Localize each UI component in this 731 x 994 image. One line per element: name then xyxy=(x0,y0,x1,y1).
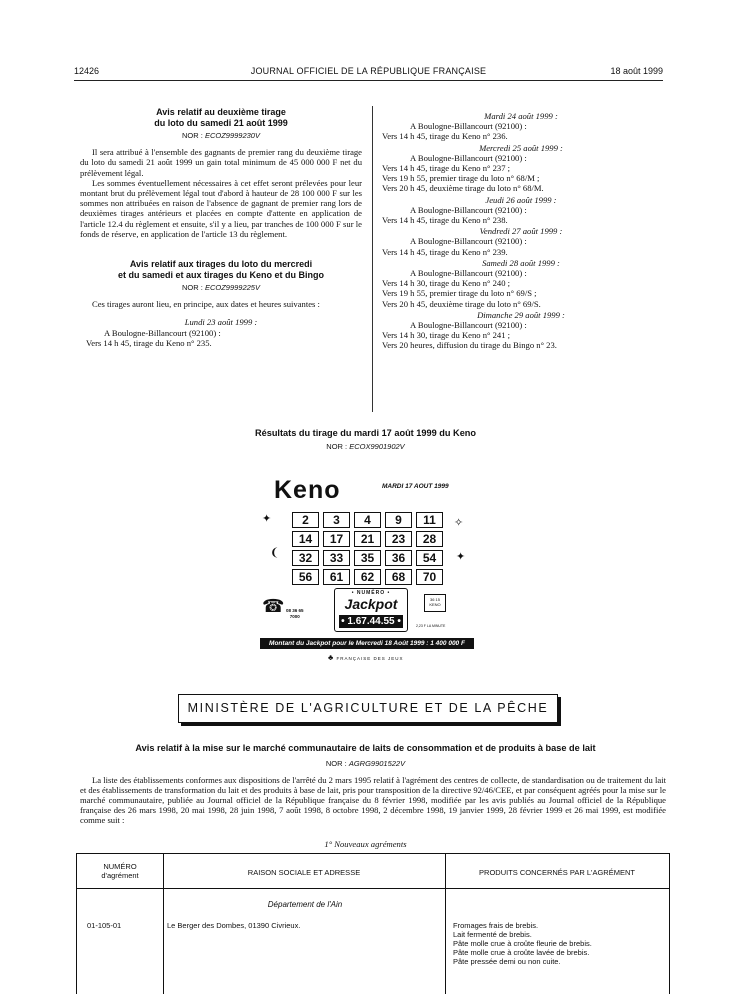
sparkle-icon: ✦ xyxy=(456,551,466,563)
journal-title: JOURNAL OFFICIEL DE LA RÉPUBLIQUE FRANÇAISE xyxy=(250,66,487,76)
col-header-name: RAISON SOCIALE ET ADRESSE xyxy=(247,868,361,877)
keno-number: 54 xyxy=(416,550,443,566)
schedule-line: Vers 14 h 45, tirage du Keno n° 236. xyxy=(382,131,508,142)
avis1-paragraph: Il sera attribué à l'ensemble des gagnants de premier rang du deuxième tirage du loto du samedi 21 août 1999 un gain total minimum de 45 000 000 F net du prélèvement légal. xyxy=(80,147,362,178)
keno-number: 28 xyxy=(416,531,443,547)
schedule-line: Vers 20 h 45, deuxième tirage du loto n° 68/M. xyxy=(382,183,544,194)
row-number: 01-105-01 xyxy=(87,921,122,930)
clover-icon: ♣ xyxy=(328,653,335,662)
telephone-icon: ☎ xyxy=(262,596,285,616)
col-header-number: NUMÉRO d'agrément xyxy=(101,862,139,880)
schedule-day: Samedi 28 août 1999 : xyxy=(482,257,560,268)
schedule-line: Vers 14 h 45, tirage du Keno n° 239. xyxy=(382,246,508,257)
schedule-day: Jeudi 26 août 1999 : xyxy=(485,194,557,205)
schedule-line: Vers 14 h 45, tirage du Keno n° 235. xyxy=(86,337,212,348)
ministry-box: MINISTÈRE DE L'AGRICULTURE ET DE LA PÊCHE xyxy=(178,694,558,723)
column-divider xyxy=(372,106,373,412)
schedule-line: Vers 14 h 45, tirage du Keno n° 238. xyxy=(382,215,508,226)
schedule-line: Vers 19 h 55, premier tirage du loto n° 68/M ; xyxy=(382,173,540,184)
fdj-brand: ♣ FRANÇAISE DES JEUX xyxy=(328,653,404,662)
jackpot-band: Montant du Jackpot pour le Mercredi 18 Août 1999 : 1 400 000 F xyxy=(260,638,474,649)
keno-number: 32 xyxy=(292,550,319,566)
schedule-day: Lundi 23 août 1999 : xyxy=(184,317,258,328)
jackpot-box xyxy=(334,588,408,632)
keno-number: 21 xyxy=(354,531,381,547)
schedule-line: Vers 14 h 30, tirage du Keno n° 241 ; xyxy=(382,330,511,341)
minitel-icon: 36 15 KENO xyxy=(424,594,446,612)
results-title: Résultats du tirage du mardi 17 août 1999 du Keno xyxy=(254,428,477,438)
schedule-day: Mercredi 25 août 1999 : xyxy=(479,142,563,153)
keno-number: 17 xyxy=(323,531,350,547)
keno-number: 23 xyxy=(385,531,412,547)
avis3-title: Avis relatif à la mise sur le marché communautaire de laits de consommation et de produits à base de lait xyxy=(135,743,596,753)
avis2-title: Avis relatif aux tirages du loto du mercredi et du samedi et aux tirages du Keno et du Bingo xyxy=(117,259,325,280)
phone-number: 08 36 65 7000 xyxy=(286,608,304,619)
keno-number: 56 xyxy=(292,569,319,585)
schedule-place: A Boulogne-Billancourt (92100) : xyxy=(410,121,527,132)
schedule-place: A Boulogne-Billancourt (92100) : xyxy=(410,320,527,331)
schedule-place: A Boulogne-Billancourt (92100) : xyxy=(410,268,527,279)
schedule-place: A Boulogne-Billancourt (92100) : xyxy=(410,204,527,215)
avis2-nor: NOR : ECOZ9999225V xyxy=(182,283,260,293)
keno-ticket xyxy=(256,472,478,667)
product-item: Lait fermenté de brebis. xyxy=(453,930,532,939)
page-number: 12426 xyxy=(74,66,100,76)
keno-number: 9 xyxy=(385,512,412,528)
keno-logo: Keno xyxy=(274,476,341,504)
schedule-place: A Boulogne-Billancourt (92100) : xyxy=(410,236,527,247)
schedule-line: Vers 20 heures, diffusion du tirage du Bingo n° 23. xyxy=(382,340,557,351)
sparkle-icon: ✦ xyxy=(262,513,272,525)
schedule-line: Vers 19 h 55, premier tirage du loto n° 69/S ; xyxy=(382,288,537,299)
department-label: Département de l'Ain xyxy=(267,900,343,909)
subheading: 1° Nouveaux agréments xyxy=(324,839,407,849)
jackpot-word: Jackpot xyxy=(344,596,398,612)
keno-number: 70 xyxy=(416,569,443,585)
schedule-place: A Boulogne-Billancourt (92100) : xyxy=(410,152,527,163)
right-column xyxy=(382,110,660,351)
table-divider xyxy=(77,888,669,889)
results-nor: NOR : ECOX9901902V xyxy=(326,442,405,451)
product-item: Pâte pressée demi ou non cuite. xyxy=(453,957,561,966)
avis1-title: Avis relatif au deuxième tirage du loto du samedi 21 août 1999 xyxy=(154,107,288,128)
schedule-line: Vers 14 h 45, tirage du Keno n° 237 ; xyxy=(382,163,511,174)
keno-number: 4 xyxy=(354,512,381,528)
row-products xyxy=(453,921,592,966)
schedule-day: Dimanche 29 août 1999 : xyxy=(477,309,565,320)
col-header-products: PRODUITS CONCERNÉS PAR L'AGRÉMENT xyxy=(479,868,635,877)
avis3-nor: NOR : AGRG9901522V xyxy=(325,759,406,768)
avis2-intro: Ces tirages auront lieu, en principe, aux dates et heures suivantes : xyxy=(92,299,320,310)
keno-number: 3 xyxy=(323,512,350,528)
schedule-place: A Boulogne-Billancourt (92100) : xyxy=(104,327,221,338)
keno-number: 14 xyxy=(292,531,319,547)
product-item: Pâte molle crue à croûte fleurie de brebis. xyxy=(453,939,592,948)
keno-number: 68 xyxy=(385,569,412,585)
left-column xyxy=(80,107,362,348)
keno-number: 61 xyxy=(323,569,350,585)
row-name: Le Berger des Dombes, 01390 Civrieux. xyxy=(167,921,301,930)
schedule-day: Vendredi 27 août 1999 : xyxy=(479,226,563,237)
jackpot-amount: • 1.67.44.55 • xyxy=(339,615,403,628)
sparkle-icon: ❨ xyxy=(270,547,280,559)
keno-draw-date: MARDI 17 AOUT 1999 xyxy=(382,483,449,490)
keno-number: 11 xyxy=(416,512,443,528)
approvals-table xyxy=(76,853,670,994)
keno-number: 36 xyxy=(385,550,412,566)
schedule-line: Vers 20 h 45, deuxième tirage du loto n° 69/S. xyxy=(382,298,541,309)
schedule-line: Vers 14 h 30, tirage du Keno n° 240 ; xyxy=(382,278,511,289)
product-item: Pâte molle crue à croûte lavée de brebis. xyxy=(453,948,590,957)
minitel-price: 2,23 F LA MINUTE xyxy=(416,624,446,628)
keno-number: 35 xyxy=(354,550,381,566)
avis1-paragraph: Les sommes éventuellement nécessaires à cet effet seront prélevées pour leur montant brut du prélèvement légal tout d'abord à hauteur de 28 100 000 F sur les sommes non attribuées en raison de l'absence de gagnant de premier rang lors de deuxièmes tirages antérieurs et placées en compte d'attente en application de l'article 12.4 du règlement et ensuite, s'il y a lieu, par tranches de 100 000 F sur le fonds de réserve, en application de l'article 13 du règlement. xyxy=(80,177,362,239)
sparkle-icon: ✧ xyxy=(454,517,464,529)
keno-number: 2 xyxy=(292,512,319,528)
keno-number: 62 xyxy=(354,569,381,585)
issue-date: 18 août 1999 xyxy=(610,66,663,76)
schedule-day: Mardi 24 août 1999 : xyxy=(484,111,558,121)
avis3-body: La liste des établissements conformes aux dispositions de l'arrêté du 2 mars 1995 relatif à l'agrément des centres de collecte, de standardisation ou de traitement du lait et des établissements de transformation du lait et des produits à base de lait, pris pour transposition de la directive 92/46/CEE, et par conséquent agréés pour la mise sur le marché communautaire, publiée au Journal officiel de la République française du 8 février 1998, modifiée par les avis publiés au Journal officiel de la République française des 26 mars 1998, 20 mai 1998, 28 juin 1998, 7 août 1998, 8 octobre 1998, 2 décembre 1998, 19 janvier 1999, 28 février 1999 et 26 mai 1999, est modifiée comme suit : xyxy=(80,775,666,825)
header-rule xyxy=(74,80,663,81)
product-item: Fromages frais de brebis. xyxy=(453,921,539,930)
avis1-nor: NOR : ECOZ9999230V xyxy=(182,131,260,140)
jackpot-label: • NUMÉRO • xyxy=(351,590,391,596)
keno-number: 33 xyxy=(323,550,350,566)
page-header xyxy=(74,66,663,80)
